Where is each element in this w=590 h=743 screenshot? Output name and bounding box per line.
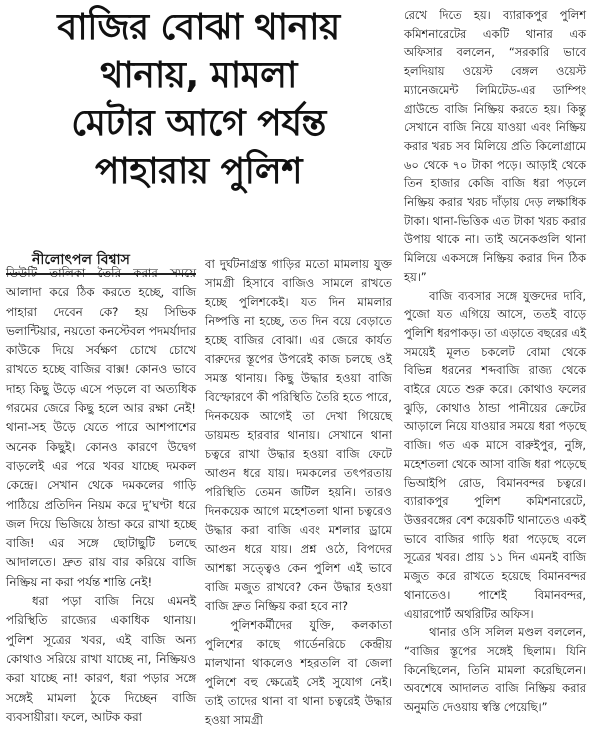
headline-line: বাজির বোঝা থানায়	[57, 7, 340, 48]
article-column-2	[205, 255, 392, 730]
paragraph: ধরা পড়া বাজি নিয়ে এমনই পরিস্থিতি রাজ্যের একাধিক থানায়। পুলিশ সূত্রের খবর, এই বাজি অন্য কোথাও সরিয়ে রাখা যাচ্ছে না, নিষ্ক্রিয়ও করা যাচ্ছে না! কারণ, ধরা পড়ার সঙ্গে সঙ্গেই মামলা ঠুকে দিচ্ছেন বাজি ব্যবসায়ীরা। ফলে, আটক করা	[6, 594, 196, 724]
article-column-1	[6, 264, 196, 727]
paragraph: ডিউটি তালিকা তৈরি করার সময়ে আলাদা করে ঠিক করতে হচ্ছে, বাজি পাহারা দেবেন কে? হয় সিভিক ভলান্টিয়ার, নয়তো কনস্টেবল পদমর্যাদার কাউকে দিয়ে সর্বক্ষণ চোখে চোখে রাখতে হচ্ছে বাজির বাক্স! কোনও ভাবে দাহ্য কিছু উড়ে এসে পড়লে বা অত্যধিক গরমের জেরে কিছু হলে আর রক্ষা নেই! থানা-সহ উড়ে যেতে পারে আশপাশের অনেক কিছুই। কোনও কারণে উদ্বেগ বাড়লেই এর পরে খবর যাচ্ছে দমকল কেন্দ্রে। সেখান থেকে দমকলের গাড়ি পাঠিয়ে প্রতিদিন নিয়ম করে দু’ঘণ্টা ধরে জল দিয়ে ভিজিয়ে ঠান্ডা করে রাখা হচ্ছে বাজি! এর সঙ্গে ছোটাছুটি চলছে আদালতে। দ্রুত রায় বার করিয়ে বাজি নিষ্ক্রিয় না করা পর্যন্ত শান্তি নেই!	[6, 266, 196, 589]
headline-line: পাহারায় পুলিশ	[94, 151, 303, 192]
headline-line: থানায়, মামলা	[100, 55, 297, 96]
paragraph: বাজি ব্যবসার সঙ্গে যুক্তদের দাবি, পুজো যত এগিয়ে আসে, ততই বাড়ে পুলিশি ধরপাকড়। তা এড়াতে বছরের এই সময়েই মূলত চকলেট বোমা থেকে বিভিন্ন ধরনের শব্দবাজি রাজ্য থেকে বাইরে যেতে শুরু করে। কোথাও ফলের ঝুড়ি, কোথাও ঠান্ডা পানীয়ের ক্রেটের আড়ালে নিয়ে যাওয়ার সময়ে ধরা পড়ছে বাজি। গত এক মাসে বারুইপুর, নুঙ্গি, মহেশতলা থেকে আসা বাজি ধরা পড়েছে ভিআইপি রোড, বিমানবন্দর চত্বরে। ব্যারাকপুর পুলিশ কমিশনারেটে, উত্তরবঙ্গের বেশ কয়েকটি থানাতেও একই ভাবে বাজির গাড়ি ধরা পড়েছে বলে সূত্রের খবর। প্রায় ১১ দিন এমনই বাজি মজুত করে রাখতে হয়েছে বিমানবন্দর থানাতেও। পাশেই বিমানবন্দর, এয়ারপোর্ট অথরিটির অফিস।	[404, 288, 586, 621]
paragraph: পুলিশকর্মীদের যুক্তি, কলকাতা পুলিশের কাছে গার্ডেনরিচে কেন্দ্রীয় মালখানা থাকলেও শহরতলি বা জেলা পুলিশে বহু ক্ষেত্রেই সেই সুযোগ নেই। তাই তাদের থানা বা থানা চত্বরেই উদ্ধার হওয়া সামগ্রী	[205, 618, 392, 727]
article-column-3	[404, 6, 586, 717]
byline: নীলোৎপল বিশ্বাস	[32, 252, 130, 268]
headline-line: মেটার আগে পর্যন্ত	[71, 103, 326, 144]
paragraph: রেখে দিতে হয়। ব্যারাকপুর পুলিশ কমিশনারেটের একটি থানার এক অফিসার বললেন, “সরকারি ভাবে হলদিয়ায় ওয়েস্ট বেঙ্গল ওয়েস্ট ম্যানেজমেন্ট লিমিটেড-এর ডাম্পিং গ্রাউন্ডে বাজি নিষ্ক্রিয় করতে হয়। কিন্তু সেখানে বাজি নিয়ে যাওয়া এবং নিষ্ক্রিয় করার খরচ সব মিলিয়ে প্রতি কিলোগ্রামে ৬০ থেকে ৭০ টাকা পড়ে। আড়াই থেকে তিন হাজার কেজি বাজি ধরা পড়লে নিষ্ক্রিয় করার খরচ দাঁড়ায় দেড় লক্ষাধিক টাকা। থানা-ভিত্তিক এত টাকা খরচ করার উপায় থাকে না। তাই অনেকগুলি থানা মিলিয়ে একসঙ্গে নিষ্ক্রিয় করার দিন ঠিক হয়।”	[404, 8, 586, 284]
paragraph: বা দুর্ঘটনাগ্রস্ত গাড়ির মতো মামলায় যুক্ত সামগ্রী হিসাবে বাজিও সামলে রাখতে হচ্ছে পুলিশকেই। যত দিন মামলার নিষ্পত্তি না হচ্ছে, তত দিন বয়ে বেড়াতে হচ্ছে বাজির বোঝা। এর জেরে কার্যত বারুদের স্তূপের উপরেই কাজ চলছে ওই সমস্ত থানায়। কিছু উদ্ধার হওয়া বাজি বিস্ফোরণে কী পরিস্থিতি তৈরি হতে পারে, দিনকয়েক আগেই তা দেখা গিয়েছে ডায়মন্ড হারবার থানায়। সেখানে থানা চত্বরে রাখা উদ্ধার হওয়া বাজি ফেটে আগুন ধরে যায়। দমকলের তৎপরতায় পরিস্থিতি তেমন জটিল হয়নি। তারও দিনকয়েক আগে মহেশতলা থানা চত্বরেও উদ্ধার করা বাজি এবং মশলার ড্রামে আগুন ধরে যায়। প্রশ্ন ওঠে, বিপদের আশঙ্কা সত্ত্বেও কেন পুলিশ এই ভাবে বাজি মজুত রাখবে? কেন উদ্ধার হওয়া বাজি দ্রুত নিষ্ক্রিয় করা হবে না?	[205, 257, 392, 613]
paragraph: থানার ওসি সলিল মণ্ডল বললেন, “বাজির স্তূপের সঙ্গেই ছিলাম। যিনি কিনেছিলেন, তিনি মামলা করেছিলেন। অবশেষে আদালত বাজি নিষ্ক্রিয় করার অনুমতি দেওয়ায় স্বস্তি পেয়েছি।”	[404, 625, 586, 715]
headline	[6, 4, 391, 196]
